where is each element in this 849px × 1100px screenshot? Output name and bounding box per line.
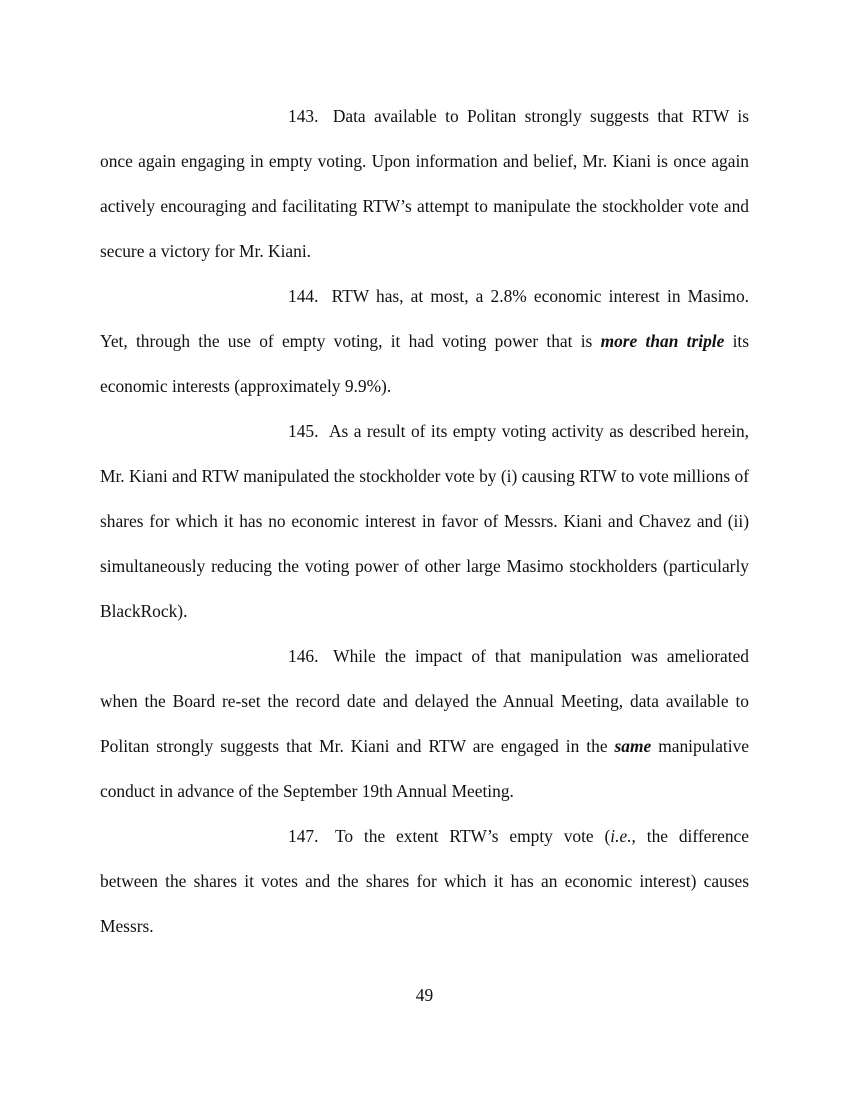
paragraph-number: 145.	[288, 421, 319, 441]
page-number: 49	[415, 985, 434, 1005]
italic-text: i.e.	[610, 826, 632, 846]
emphasis-text: more than triple	[600, 331, 725, 351]
paragraph-text: , the difference between the shares it votes and the shares for which it has an economic interest) causes Messrs.	[100, 826, 749, 936]
paragraph-number: 143.	[288, 106, 319, 126]
paragraph-text: its economic interests (approximately 9.9%).	[100, 331, 750, 396]
paragraph-147	[100, 814, 749, 949]
emphasis-text: same	[614, 736, 652, 756]
paragraph-146	[100, 634, 749, 814]
body-text	[100, 94, 749, 949]
paragraph-number: 147.	[288, 826, 319, 846]
paragraph-text: RTW has, at most, a 2.8% economic interest in Masimo. Yet, through the use of empty voting, it had voting power that is	[100, 286, 750, 351]
paragraph-143	[100, 94, 749, 274]
paragraph-144	[100, 274, 749, 409]
paragraph-text: To the extent RTW’s empty vote (	[334, 826, 611, 846]
paragraph-145	[100, 409, 749, 634]
paragraph-text: Data available to Politan strongly suggests that RTW is once again engaging in empty voting. Upon information and belief, Mr. Kiani is once again actively encouraging and facilitating RTW’s attempt to manipulate the stockholder vote and secure a victory for Mr. Kiani.	[100, 106, 749, 261]
paragraph-number: 144.	[288, 286, 319, 306]
paragraph-number: 146.	[288, 646, 319, 666]
paragraph-text: manipulative conduct in advance of the September 19th Annual Meeting.	[100, 736, 749, 801]
paragraph-text: While the impact of that manipulation was ameliorated when the Board re-set the record date and delayed the Annual Meeting, data available to Politan strongly suggests that Mr. Kiani and RTW are engaged in the	[100, 646, 749, 756]
paragraph-text: As a result of its empty voting activity as described herein, Mr. Kiani and RTW manipulated the stockholder vote by (i) causing RTW to vote millions of shares for which it has no economic interest in favor of Messrs. Kiani and Chavez and (ii) simultaneously reducing the voting power of other large Masimo stockholders (particularly BlackRock).	[100, 421, 750, 621]
